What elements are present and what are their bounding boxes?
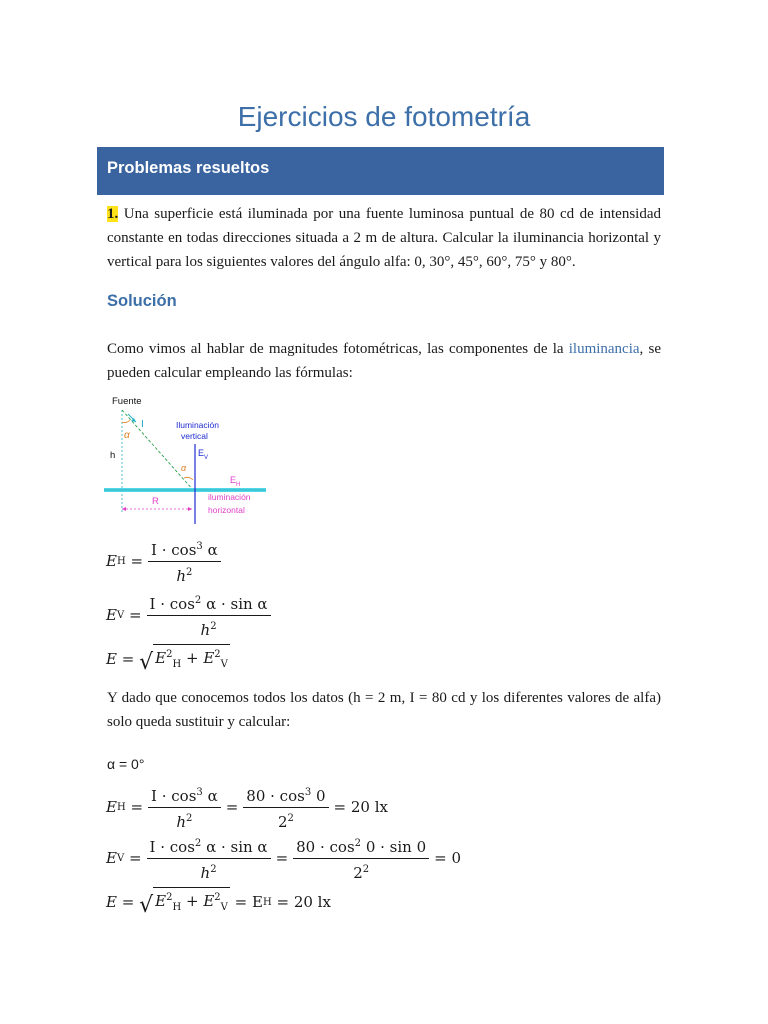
problem-text: Una superficie está iluminada por una fuente luminosa puntual de 80 cd de intensidad constante en todas direcciones situada a 2 m de altura. Calcular la iluminancia horizontal y vertical para los siguientes valores del ángulo alfa: 0, 30°, 45°, 60°, 75° y 80°. <box>107 206 662 270</box>
intensity-label: I <box>141 419 144 430</box>
height-label: h <box>110 450 116 461</box>
ev-label: E <box>198 448 205 458</box>
formula-eh: E H = $\frac{I \cdot \cos^3 \alpha}{h^2}$ <box>106 539 226 583</box>
r-arrow-left <box>122 507 126 511</box>
fuente-label: Fuente <box>112 396 142 407</box>
eh-label: E <box>230 475 237 485</box>
iluminancia-link[interactable]: iluminancia <box>568 341 640 357</box>
horizontal-label-line2: horizontal <box>208 505 245 515</box>
ev-label-sub: V <box>204 455 209 461</box>
section-title: Problemas resueltos <box>107 159 270 177</box>
section-header <box>97 147 664 195</box>
alpha-arc-top <box>122 420 130 423</box>
problem-number: 1. <box>107 206 119 222</box>
r-label: R <box>152 496 159 507</box>
solution-heading: Solución <box>107 292 177 310</box>
alpha-arc-bottom <box>184 477 193 480</box>
illuminance-diagram <box>104 392 270 524</box>
r-arrow-right <box>188 507 192 511</box>
calc-ev: E V = $\frac{I \cdot \cos^2 \alpha \cdot \sin \alpha}{h^2}$ = $\frac{80 \cdot \cos^2 0 \cdot \sin 0}{2^2}$ = 0 <box>106 836 461 880</box>
formula-e: E = √ $E^2_H + E^2_V$ <box>106 637 230 681</box>
formula-ev: E V = $\frac{I \cdot \cos^2 \alpha \cdot \sin \alpha}{h^2}$ <box>106 593 276 637</box>
horizontal-label-line1: iluminación <box>208 492 251 502</box>
vertical-label-line2: vertical <box>181 431 208 441</box>
intro-text-before: Como vimos al hablar de magnitudes fotométricas, las componentes de la <box>107 341 569 357</box>
intro-text-after: , se pueden calcular empleando las fórmulas: <box>107 341 661 381</box>
calc-e: E = √ $E^2_H + E^2_V$ = E H = 20 lx <box>106 880 331 924</box>
page-title: Ejercicios de fotometría <box>237 101 531 132</box>
alpha-label-bottom: α <box>181 463 187 473</box>
intro-paragraph <box>107 337 661 385</box>
data-paragraph: Y dado que conocemos todos los datos (h = 2 m, I = 80 cd y los diferentes valores de alfa) solo queda sustituir y calcular: <box>107 690 661 730</box>
vertical-label-line1: Iluminación <box>176 420 219 430</box>
eh-label-sub: H <box>236 482 241 488</box>
alpha-label-top: α <box>124 430 130 441</box>
intensity-arrow-head <box>131 418 136 422</box>
calc-eh: E H = $\frac{I \cdot \cos^3 \alpha}{h^2}$ = $\frac{80 \cdot \cos^3 0}{2^2}$ = 20 lx <box>106 785 388 829</box>
problem-statement <box>107 202 661 274</box>
alpha-case-heading: α = 0° <box>107 756 145 772</box>
